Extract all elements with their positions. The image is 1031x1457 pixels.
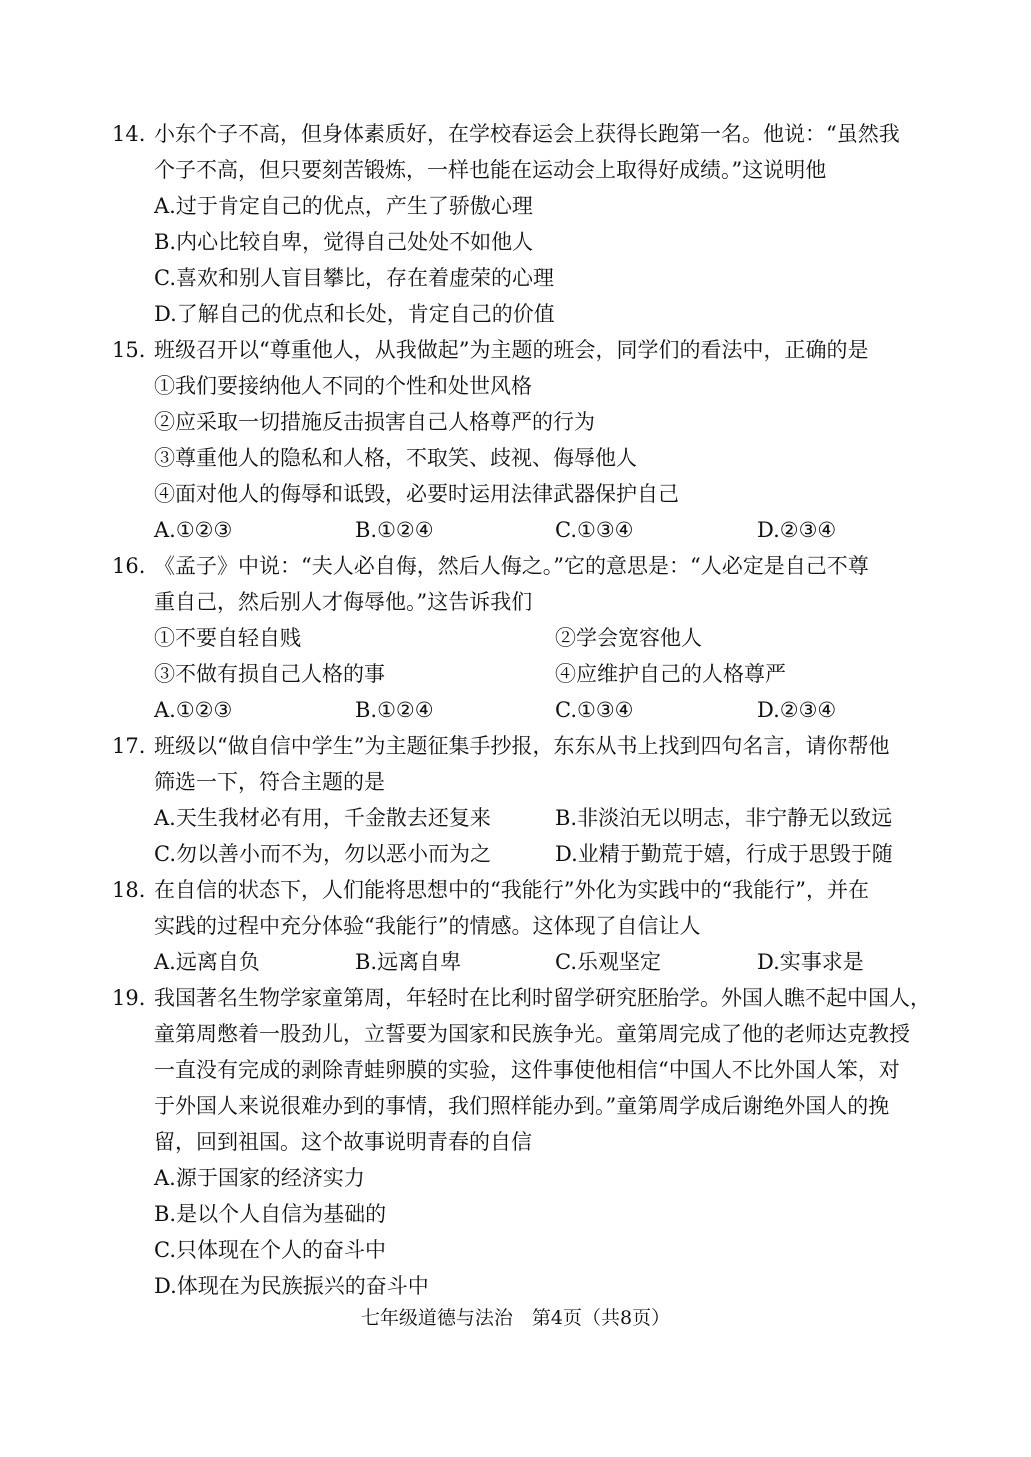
option-b: B.非淡泊无以明志，非宁静无以致远 [555, 806, 893, 830]
statement-2: ②应采取一切措施反击损害自己人格尊严的行为 [154, 410, 595, 434]
option-a: A.过于肯定自己的优点，产生了骄傲心理 [154, 194, 533, 218]
page-footer: 七年级道德与法治 第4页（共8页） [360, 1307, 671, 1329]
option-b: B.远离自卑 [355, 950, 462, 974]
option-d: D.体现在为民族振兴的奋斗中 [154, 1274, 429, 1298]
option-c: C.①③④ [555, 698, 634, 722]
statement-1: ①不要自轻自贱 [154, 626, 301, 650]
option-c: C.喜欢和别人盲目攀比，存在着虚荣的心理 [154, 266, 554, 290]
option-a: A.源于国家的经济实力 [154, 1166, 365, 1190]
question-number: 18. [112, 878, 146, 902]
option-d: D.了解自己的优点和长处，肯定自己的价值 [154, 302, 555, 326]
question-stem-line: 筛选一下，符合主题的是 [154, 770, 385, 794]
statement-2: ②学会宽容他人 [555, 626, 702, 650]
option-b: B.是以个人自信为基础的 [154, 1202, 387, 1226]
question-stem-line: 童第周憋着一股劲儿，立誓要为国家和民族争光。童第周完成了他的老师达克教授 [154, 1022, 910, 1046]
question-stem-line: 个子不高，但只要刻苦锻炼，一样也能在运动会上取得好成绩。”这说明他 [154, 158, 827, 182]
question-stem-line: 于外国人来说很难办到的事情，我们照样能办到。”童第周学成后谢绝外国人的挽 [154, 1094, 890, 1118]
question-stem-line: 重自己，然后别人才侮辱他。”这告诉我们 [154, 590, 533, 614]
question-stem-line: 班级以“做自信中学生”为主题征集手抄报，东东从书上找到四句名言，请你帮他 [154, 734, 890, 758]
option-c: C.只体现在个人的奋斗中 [154, 1238, 386, 1262]
option-b: B.①②④ [355, 698, 434, 722]
question-number: 19. [112, 986, 146, 1010]
option-d: D.业精于勤荒于嬉，行成于思毁于随 [555, 842, 893, 866]
option-d: D.②③④ [757, 698, 837, 722]
question-number: 16. [112, 554, 146, 578]
question-stem-line: 小东个子不高，但身体素质好，在学校春运会上获得长跑第一名。他说：“虽然我 [154, 122, 900, 146]
option-a: A.①②③ [154, 698, 233, 722]
statement-4: ④应维护自己的人格尊严 [555, 662, 786, 686]
question-stem-line: 班级召开以“尊重他人，从我做起”为主题的班会，同学们的看法中，正确的是 [154, 338, 869, 362]
statement-1: ①我们要接纳他人不同的个性和处世风格 [154, 374, 532, 398]
option-c: C.①③④ [555, 518, 634, 542]
statement-3: ③不做有损自己人格的事 [154, 662, 385, 686]
option-c: C.勿以善小而不为，勿以恶小而为之 [154, 842, 491, 866]
option-a: A.①②③ [154, 518, 233, 542]
question-stem-line: 在自信的状态下，人们能将思想中的“我能行”外化为实践中的“我能行”，并在 [154, 878, 869, 902]
question-number: 14. [112, 122, 146, 146]
option-d: D.②③④ [757, 518, 837, 542]
question-number: 15. [112, 338, 146, 362]
question-stem-line: 一直没有完成的剥除青蛙卵膜的实验，这件事使他相信“中国人不比外国人笨，对 [154, 1058, 900, 1082]
option-d: D.实事求是 [757, 950, 864, 974]
question-stem-line: 留，回到祖国。这个故事说明青春的自信 [154, 1130, 532, 1154]
option-a: A.天生我材必有用，千金散去还复来 [154, 806, 491, 830]
option-b: B.①②④ [355, 518, 434, 542]
question-stem-line: 《孟子》中说：“夫人必自侮，然后人侮之。”它的意思是：“人必定是自己不尊 [154, 554, 869, 578]
option-a: A.远离自负 [154, 950, 260, 974]
question-stem-line: 我国著名生物学家童第周，年轻时在比利时留学研究胚胎学。外国人瞧不起中国人， [154, 986, 931, 1010]
statement-4: ④面对他人的侮辱和诋毁，必要时运用法律武器保护自己 [154, 482, 679, 506]
statement-3: ③尊重他人的隐私和人格，不取笑、歧视、侮辱他人 [154, 446, 637, 470]
question-number: 17. [112, 734, 146, 758]
question-stem-line: 实践的过程中充分体验“我能行”的情感。这体现了自信让人 [154, 914, 701, 938]
option-c: C.乐观坚定 [555, 950, 661, 974]
option-b: B.内心比较自卑，觉得自己处处不如他人 [154, 230, 534, 254]
